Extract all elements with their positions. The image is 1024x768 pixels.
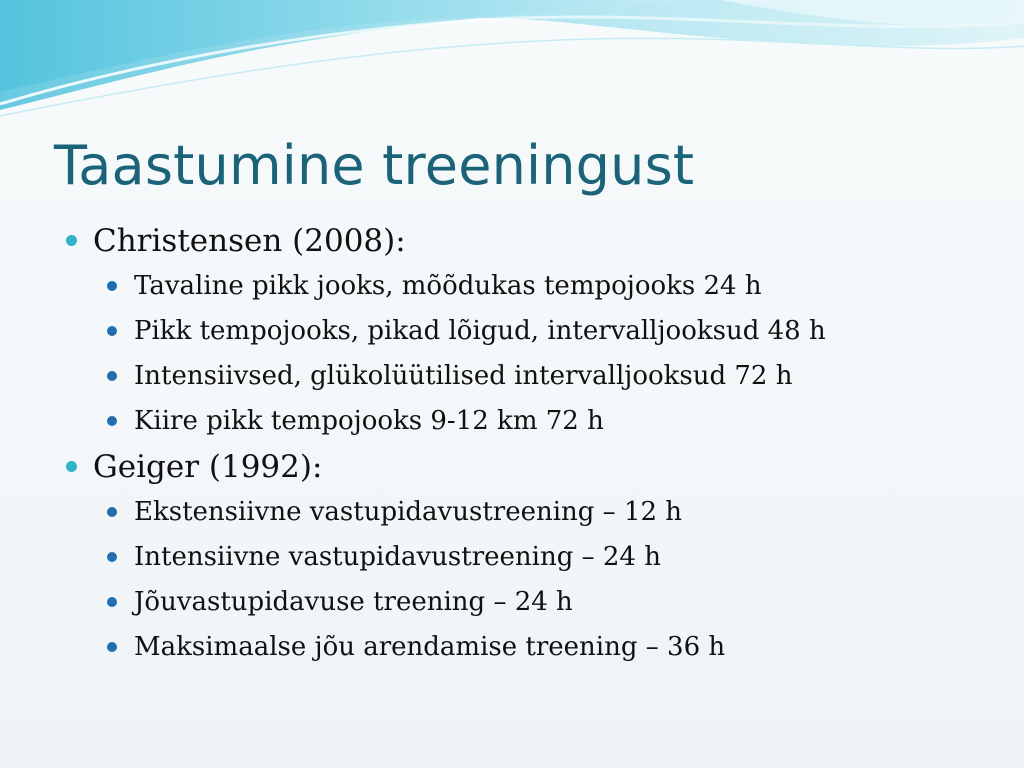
list-item	[64, 264, 1004, 309]
section-geiger	[64, 444, 1004, 670]
bullet-icon	[107, 507, 117, 517]
list-item	[64, 399, 1004, 444]
section-heading	[64, 444, 1004, 490]
bullet-icon	[107, 281, 117, 291]
list-item-text: Pikk tempojooks, pikad lõigud, intervalljooksud 48 h	[134, 316, 826, 346]
bullet-icon	[107, 642, 117, 652]
list-item-text: Intensiivsed, glükolüütilised intervalljooksud 72 h	[134, 361, 793, 391]
bullet-icon	[107, 597, 117, 607]
list-item-text: Tavaline pikk jooks, mõõdukas tempojooks 24 h	[134, 271, 762, 301]
list-item	[64, 625, 1004, 670]
section-heading-text: Christensen (2008):	[93, 223, 406, 259]
list-item-text: Intensiivne vastupidavustreening – 24 h	[134, 542, 661, 572]
bullet-list	[64, 490, 1004, 670]
bullet-icon	[107, 416, 117, 426]
decorative-wave-banner	[0, 0, 1024, 130]
bullet-icon	[66, 461, 77, 472]
bullet-list	[64, 264, 1004, 444]
slide-title: Taastumine treeningust	[54, 134, 695, 197]
bullet-icon	[66, 235, 77, 246]
list-item	[64, 580, 1004, 625]
bullet-icon	[107, 326, 117, 336]
section-heading	[64, 218, 1004, 264]
list-item-text: Maksimaalse jõu arendamise treening – 36 h	[134, 632, 726, 662]
bullet-icon	[107, 552, 117, 562]
slide-content	[64, 218, 1004, 670]
list-item	[64, 309, 1004, 354]
list-item-text: Ekstensiivne vastupidavustreening – 12 h	[134, 497, 683, 527]
section-christensen	[64, 218, 1004, 444]
section-heading-text: Geiger (1992):	[93, 449, 323, 485]
list-item	[64, 354, 1004, 399]
bullet-icon	[107, 371, 117, 381]
list-item	[64, 535, 1004, 580]
list-item	[64, 490, 1004, 535]
list-item-text: Jõuvastupidavuse treening – 24 h	[134, 587, 573, 617]
list-item-text: Kiire pikk tempojooks 9-12 km 72 h	[134, 406, 604, 436]
